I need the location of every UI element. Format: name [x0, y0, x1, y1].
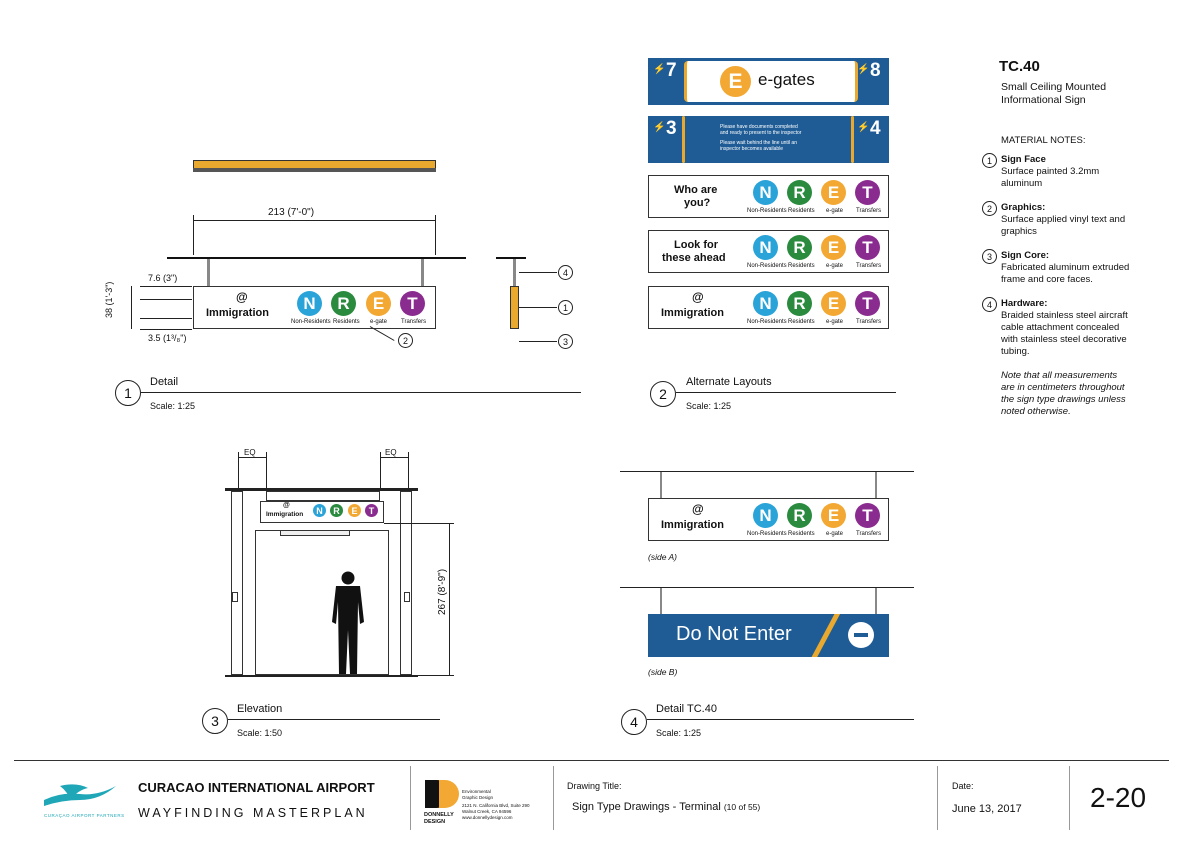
callout-3: 3 — [558, 334, 573, 349]
drawing-title-text: Sign Type Drawings - Terminal — [572, 801, 721, 813]
documents-swoosh-right — [851, 116, 854, 163]
drawing-title — [572, 801, 760, 813]
gate-icon-3: ⚡ — [653, 122, 666, 133]
callout-4-leader — [519, 272, 557, 273]
who-are-you-sign — [648, 175, 889, 218]
doc-line-3: Please wait behind the line until an — [720, 140, 797, 146]
plan-view-bar-edge — [193, 168, 436, 172]
gate-7-label: 7 — [666, 60, 677, 81]
tb-divider-2 — [553, 766, 554, 830]
view-2-underline — [676, 392, 896, 393]
who-token-n: N — [753, 180, 778, 205]
tb-divider-3 — [937, 766, 938, 830]
who-line-1: Who are — [674, 184, 718, 196]
detail-sign-face — [193, 286, 436, 329]
alt-token-n: N — [753, 291, 778, 316]
who-token-e: E — [821, 180, 846, 205]
gate-icon-4: ⚡ — [857, 122, 870, 133]
v4-ceiling-a — [620, 471, 914, 472]
alt-token-r: R — [787, 291, 812, 316]
hanger-rod-right — [421, 259, 424, 286]
tb-divider-4 — [1069, 766, 1070, 830]
caption-r: Residents — [333, 319, 360, 325]
side-a-immigration: Immigration — [661, 519, 724, 531]
airport-logo-caption: CURAÇAO AIRPORT PARTNERS — [44, 813, 125, 818]
callout-1-leader — [519, 307, 557, 308]
look-caption-r: Residents — [788, 263, 815, 269]
eq-right: EQ — [385, 448, 397, 457]
elev-booth-header — [280, 530, 350, 536]
eq-right-ext-a — [380, 452, 381, 488]
sheet-number: 2-20 — [1090, 782, 1147, 813]
who-token-r: R — [787, 180, 812, 205]
note-1-number: 1 — [982, 153, 997, 168]
side-a-caption-e: e-gate — [826, 531, 844, 537]
elev-token-r: R — [330, 504, 343, 517]
who-caption-e: e-gate — [826, 208, 844, 214]
egates-label: e-gates — [758, 70, 815, 89]
note-2-line-1: Surface applied vinyl text and — [1001, 214, 1126, 225]
elev-token-e: E — [348, 504, 361, 517]
view-3-underline — [228, 719, 440, 720]
note-4-line-3: with stainless steel decorative — [1001, 334, 1127, 345]
eq-left-line — [238, 457, 266, 458]
side-a-sign — [648, 498, 889, 541]
doc-line-1: Please have documents completed — [720, 124, 798, 130]
hanger-rod-left — [207, 259, 210, 286]
look-caption-e: e-gate — [826, 263, 844, 269]
caption-e: e-gate — [370, 319, 388, 325]
alt-immigration: Immigration — [661, 307, 724, 319]
eq-right-ext-b — [408, 452, 409, 488]
gate-4-label: 4 — [870, 118, 881, 139]
look-token-e: E — [821, 235, 846, 260]
eq-left: EQ — [244, 448, 256, 457]
view-4-title: Detail TC.40 — [656, 703, 717, 715]
note-1-line-2: aluminum — [1001, 178, 1043, 189]
side-a-label: (side A) — [648, 552, 677, 562]
gate-8-label: 8 — [870, 60, 881, 81]
side-ceiling-line — [496, 257, 526, 259]
token-n: N — [297, 291, 322, 316]
view-2-title: Alternate Layouts — [686, 376, 772, 388]
elev-token-t: T — [365, 504, 378, 517]
view-3-scale: Scale: 1:50 — [237, 728, 283, 738]
note-3-line-1: Fabricated aluminum extruded — [1001, 262, 1130, 273]
view-3-title: Elevation — [237, 703, 283, 715]
firm-line-5: www.donnellydesign.com — [462, 815, 513, 820]
view-1-underline — [141, 392, 581, 393]
side-hanger — [513, 259, 516, 286]
sign-immigration: Immigration — [206, 307, 269, 319]
look-line-2: these ahead — [662, 252, 726, 264]
type-code: TC.40 — [999, 58, 1040, 75]
firm-line-1: Environmental — [462, 789, 491, 794]
view-2-scale: Scale: 1:25 — [686, 401, 732, 411]
look-line-1: Look for — [674, 239, 718, 251]
caption-n: Non-Residents — [291, 319, 331, 325]
view-4-underline — [647, 719, 914, 720]
elev-height-ext-bottom — [418, 675, 454, 676]
alt-at: @ — [692, 290, 704, 304]
width-dimension-line — [193, 220, 436, 221]
who-caption-r: Residents — [788, 208, 815, 214]
look-token-r: R — [787, 235, 812, 260]
alt-token-e: E — [821, 291, 846, 316]
alt-caption-e: e-gate — [826, 319, 844, 325]
v4-rod-b-right — [875, 588, 877, 614]
elev-column-right-bracket — [404, 592, 410, 602]
note-4-title: Hardware: — [1001, 298, 1048, 309]
height-dim-line — [131, 286, 132, 329]
callout-3-leader — [519, 341, 557, 342]
note-italic-3: the sign type drawings unless — [1001, 394, 1126, 405]
elev-column-right — [400, 491, 412, 675]
title-block-top-rule — [14, 760, 1169, 761]
look-token-t: T — [855, 235, 880, 260]
documents-swoosh-left — [682, 116, 685, 163]
bottom-dim-ext-2 — [140, 329, 192, 330]
elev-column-left — [231, 491, 243, 675]
note-3-title: Sign Core: — [1001, 250, 1050, 261]
elev-height-label: 267 (8'-9") — [437, 568, 448, 615]
note-1-line-1: Surface painted 3.2mm — [1001, 166, 1100, 177]
elev-upper-panel — [266, 491, 380, 501]
person-silhouette — [326, 570, 370, 676]
note-1-title: Sign Face — [1001, 154, 1046, 165]
note-2-number: 2 — [982, 201, 997, 216]
note-2-title: Graphics: — [1001, 202, 1046, 213]
egates-token: E — [720, 66, 751, 97]
elev-column-left-bracket — [232, 592, 238, 602]
doc-line-4: inspector becomes available — [720, 146, 784, 152]
view-4-scale: Scale: 1:25 — [656, 728, 702, 738]
look-caption-n: Non-Residents — [747, 263, 787, 269]
tb-divider-1 — [410, 766, 411, 830]
gate-3-label: 3 — [666, 118, 677, 139]
side-a-caption-n: Non-Residents — [747, 531, 787, 537]
who-token-t: T — [855, 180, 880, 205]
elev-floor — [225, 675, 418, 677]
width-ext-right — [435, 215, 436, 255]
type-name-2: Informational Sign — [1001, 94, 1086, 106]
v4-rod-b-left — [660, 588, 662, 614]
callout-4: 4 — [558, 265, 573, 280]
airport-name: CURACAO INTERNATIONAL AIRPORT — [138, 780, 375, 795]
date-label: Date: — [952, 781, 974, 791]
height-dimension-label: 38 (1'-3") — [104, 281, 114, 318]
side-a-caption-t: Transfers — [856, 531, 882, 537]
side-b-sign — [648, 614, 889, 657]
caption-t: Transfers — [401, 319, 427, 325]
no-entry-bar — [854, 633, 868, 637]
token-r: R — [331, 291, 356, 316]
look-token-n: N — [753, 235, 778, 260]
view-2-number: 2 — [650, 381, 676, 407]
drawing-title-label: Drawing Title: — [567, 781, 622, 791]
view-1-number: 1 — [115, 380, 141, 406]
designer-name-1: DONNELLY — [424, 812, 454, 818]
side-sign-core — [510, 286, 519, 329]
airport-logo — [40, 778, 120, 812]
side-a-caption-r: Residents — [788, 531, 815, 537]
note-4-line-4: tubing. — [1001, 346, 1030, 357]
elev-height-dim-line — [449, 523, 450, 675]
firm-line-3: 2121 N. California Blvd, Suite 290 — [462, 803, 530, 808]
side-b-label: (side B) — [648, 667, 678, 677]
elev-height-ext-top — [384, 523, 454, 524]
side-a-token-t: T — [855, 503, 880, 528]
look-for-sign — [648, 230, 889, 273]
documents-sign — [648, 116, 889, 163]
elev-sign — [260, 501, 384, 523]
note-4-line-2: cable attachment concealed — [1001, 322, 1120, 333]
gate-icon-7: ⚡ — [653, 64, 666, 75]
side-a-at: @ — [692, 502, 704, 516]
firm-line-2: Graphic Design — [462, 795, 494, 800]
callout-2: 2 — [398, 333, 413, 348]
donnelly-logo — [423, 776, 459, 812]
no-entry-icon — [848, 622, 874, 648]
v4-rod-a-right — [875, 472, 877, 498]
masterplan-name: WAYFINDING MASTERPLAN — [138, 806, 368, 820]
who-caption-t: Transfers — [856, 208, 882, 214]
note-4-number: 4 — [982, 297, 997, 312]
view-3-number: 3 — [202, 708, 228, 734]
view-4-number: 4 — [621, 709, 647, 735]
note-3-number: 3 — [982, 249, 997, 264]
who-caption-n: Non-Residents — [747, 208, 787, 214]
v4-rod-a-left — [660, 472, 662, 498]
note-italic-1: Note that all measurements — [1001, 370, 1118, 381]
alt-caption-t: Transfers — [856, 319, 882, 325]
sign-at: @ — [236, 290, 248, 304]
date-value: June 13, 2017 — [952, 803, 1022, 815]
width-ext-left — [193, 215, 194, 255]
doc-line-2: and ready to present to the inspector — [720, 130, 802, 136]
designer-name-2: DESIGN — [424, 819, 446, 825]
do-not-enter-label: Do Not Enter — [676, 623, 792, 645]
side-a-token-e: E — [821, 503, 846, 528]
note-italic-4: noted otherwise. — [1001, 406, 1071, 417]
view-1-scale: Scale: 1:25 — [150, 401, 196, 411]
top-dimension-label: 7.6 (3") — [148, 273, 178, 283]
note-2-line-2: graphics — [1001, 226, 1037, 237]
bottom-dimension-label: 3.5 (1³/₈") — [148, 333, 187, 343]
eq-left-ext-a — [238, 452, 239, 488]
eq-left-ext-b — [266, 452, 267, 488]
firm-line-4: Walnut Creek, CA 94596 — [462, 809, 512, 814]
alt-caption-r: Residents — [788, 319, 815, 325]
width-dimension-label: 213 (7'-0") — [268, 207, 315, 218]
view-1-title: Detail — [150, 376, 179, 388]
elev-sign-at: @ — [283, 502, 290, 509]
alt-token-t: T — [855, 291, 880, 316]
top-dim-ext-2 — [140, 299, 192, 300]
callout-1: 1 — [558, 300, 573, 315]
who-line-2: you? — [684, 197, 711, 209]
note-italic-2: are in centimeters throughout — [1001, 382, 1125, 393]
look-caption-t: Transfers — [856, 263, 882, 269]
eq-right-line — [380, 457, 408, 458]
gate-icon-8: ⚡ — [857, 64, 870, 75]
note-4-line-1: Braided stainless steel aircraft — [1001, 310, 1128, 321]
v4-ceiling-b — [620, 587, 914, 588]
bottom-dim-ext — [140, 318, 192, 319]
elev-token-n: N — [313, 504, 326, 517]
type-name-1: Small Ceiling Mounted — [1001, 81, 1107, 93]
side-a-token-r: R — [787, 503, 812, 528]
elev-sign-immigration: Immigration — [266, 511, 304, 518]
alt-caption-n: Non-Residents — [747, 319, 787, 325]
drawing-count: (10 of 55) — [723, 802, 761, 812]
do-not-enter-swoosh — [808, 614, 841, 657]
material-notes-title: MATERIAL NOTES: — [1001, 135, 1086, 146]
note-3-line-2: frame and core faces. — [1001, 274, 1093, 285]
top-dim-ext — [140, 286, 192, 287]
token-t: T — [400, 291, 425, 316]
side-a-token-n: N — [753, 503, 778, 528]
egates-sign — [648, 58, 889, 105]
token-e: E — [366, 291, 391, 316]
immigration-alt-sign — [648, 286, 889, 329]
